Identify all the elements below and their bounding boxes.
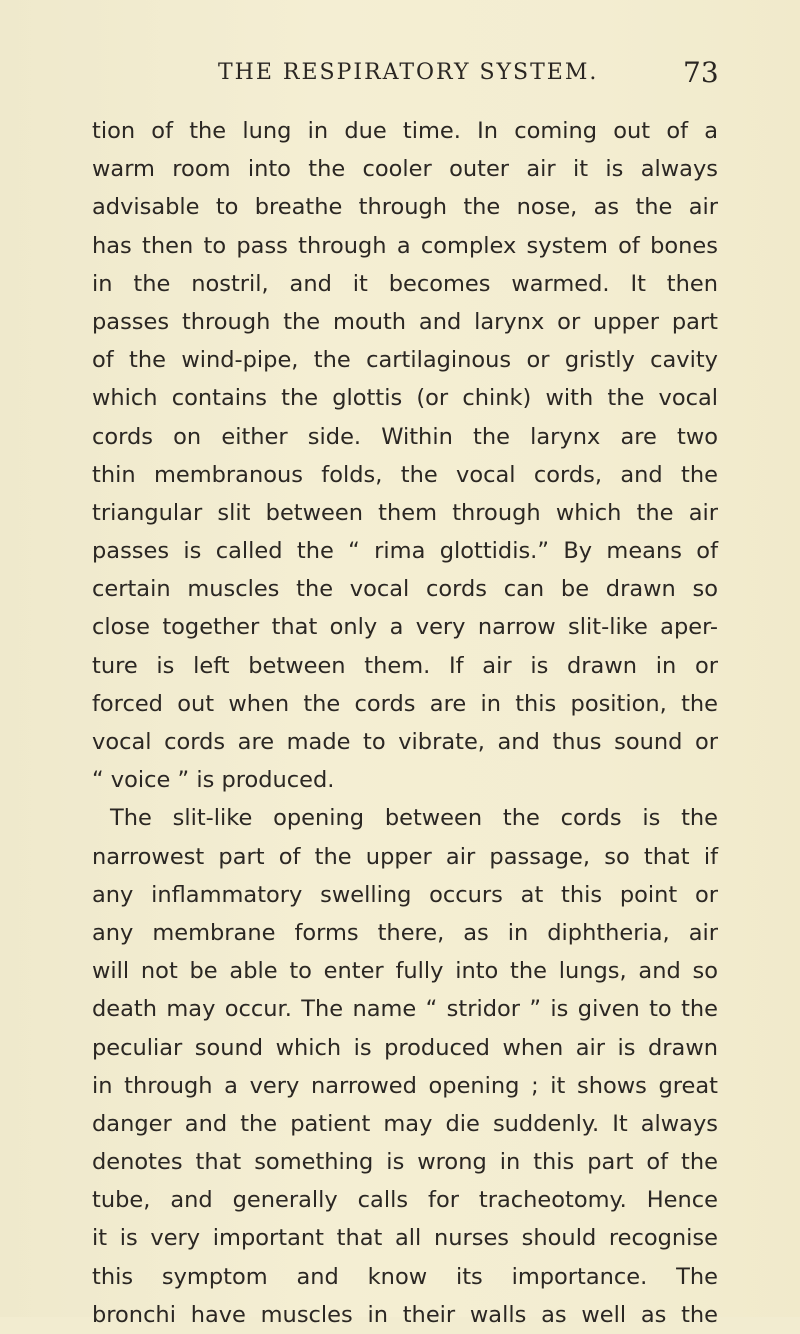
- text-line: any inflammatory swelling occurs at this point or: [92, 881, 718, 908]
- running-head: THE RESPIRATORY SYSTEM.: [218, 60, 599, 85]
- body-text: [92, 112, 718, 1334]
- text-line: forced out when the cords are in this position, the: [92, 690, 718, 717]
- paragraph-start-line: The slit-like opening between the cords is the: [110, 805, 718, 832]
- text-line: advisable to breathe through the nose, as the air: [92, 194, 718, 221]
- text-line: cords on either side. Within the larynx are two: [92, 423, 718, 450]
- text-line: will not be able to enter fully into the lungs, and so: [92, 958, 718, 985]
- text-line: ture is left between them. If air is drawn in or: [92, 652, 718, 679]
- text-line: close together that only a very narrow slit-like aper-: [92, 614, 718, 641]
- text-line: warm room into the cooler outer air it is always: [92, 156, 718, 183]
- text-line: in the nostril, and it becomes warmed. It then: [92, 270, 718, 297]
- text-line: passes is called the “ rima glottidis.” By means of: [92, 538, 718, 565]
- text-line: has then to pass through a complex system of bones: [92, 232, 718, 259]
- text-line: passes through the mouth and larynx or upper part: [92, 308, 718, 335]
- text-line: vocal cords are made to vibrate, and thus sound or: [92, 729, 718, 755]
- text-line: in through a very narrowed opening ; it shows great: [92, 1072, 718, 1099]
- text-line: narrowest part of the upper air passage, so that if: [92, 843, 718, 870]
- text-line: which contains the glottis (or chink) with the vocal: [92, 385, 718, 412]
- text-line: triangular slit between them through which the air: [92, 499, 718, 526]
- text-line: this symptom and know its importance. The: [92, 1263, 718, 1290]
- text-line: thin membranous folds, the vocal cords, and the: [92, 461, 718, 488]
- page-header: [0, 58, 800, 98]
- paragraph-end-line: “ voice ” is produced.: [92, 767, 335, 794]
- text-line: peculiar sound which is produced when air is drawn: [92, 1034, 718, 1061]
- page-number: 73: [683, 56, 719, 89]
- text-line: any membrane forms there, as in diphtheria, air: [92, 919, 718, 946]
- text-line: denotes that something is wrong in this part of the: [92, 1149, 718, 1176]
- text-line: it is very important that all nurses should recognise: [92, 1225, 718, 1252]
- text-line: tion of the lung in due time. In coming out of a: [92, 118, 718, 144]
- text-line: bronchi have muscles in their walls as well as the: [92, 1301, 718, 1328]
- text-line: tube, and generally calls for tracheotomy. Hence: [92, 1187, 718, 1214]
- text-line: certain muscles the vocal cords can be drawn so: [92, 576, 718, 603]
- text-line: danger and the patient may die suddenly. It always: [92, 1110, 718, 1137]
- text-line: death may occur. The name “ stridor ” is given to the: [92, 996, 718, 1023]
- text-line: of the wind-pipe, the cartilaginous or gristly cavity: [92, 347, 718, 374]
